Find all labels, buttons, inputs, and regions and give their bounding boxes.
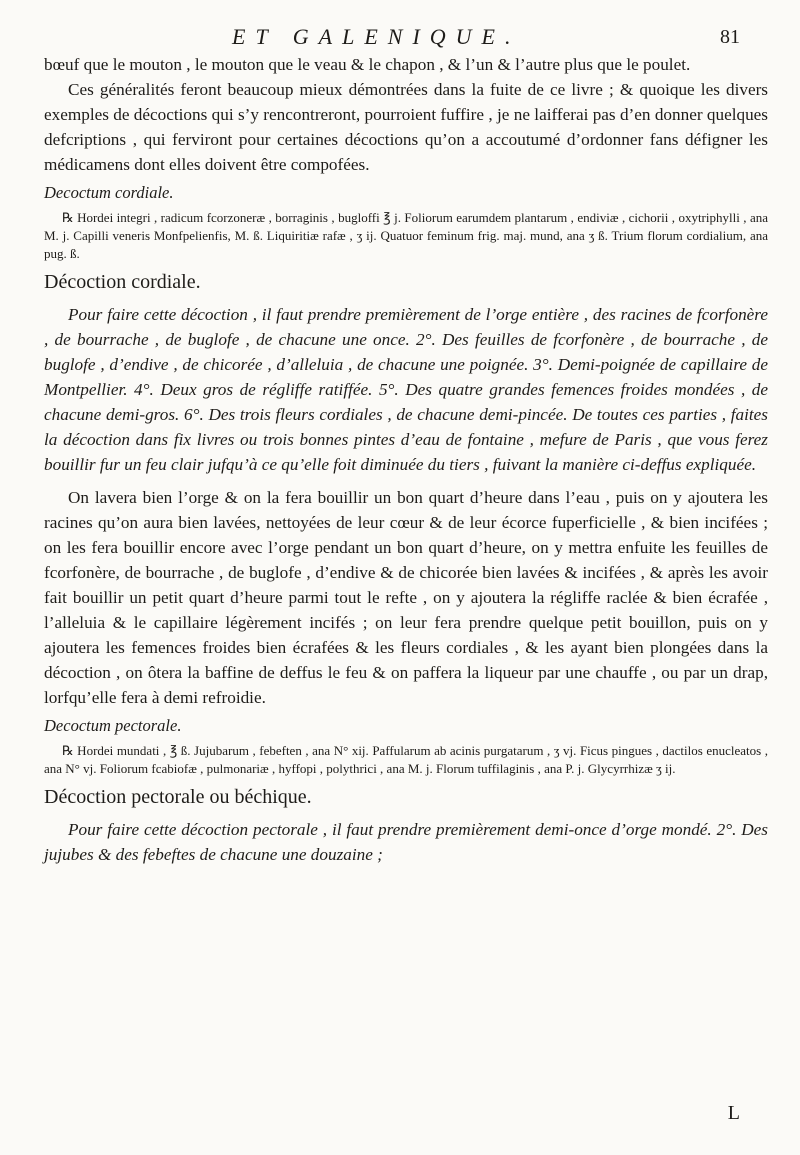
section-heading-pectorale: Décoction pectorale ou béchique. xyxy=(44,786,312,808)
spacer xyxy=(44,477,768,485)
signature-mark: L xyxy=(727,1102,740,1124)
instructions-cordiale: Pour faire cette décoction , il faut prendre premièrement de l’orge entière , des racines de fcorfonère , de bourrache , de buglofe , de chacune une once. 2°. Des feuilles de fcorfonère , de bourrache , de buglofe , d’endive , de chicorée , d’alleluia , de chacune une poignée. 3°. Demi-poignée de capillaire de Montpellier. 4°. Deux gros de régliffe ratiffée. 5°. Des quatre grandes femences froides mondées , de chacune demi-gros. 6°. Des trois fleurs cordiales , de chacune demi-pincée. De toutes ces parties , faites la décoction dans fix livres ou trois bonnes pintes d’eau de fontaine , mefure de Paris , que vous ferez bouillir fur un feu clair jufqu’à ce qu’elle foit diminuée du tiers , fuivant la manière ci-deffus expliquée. xyxy=(44,305,768,474)
paragraph-3: On lavera bien l’orge & on la fera bouillir un bon quart d’heure dans l’eau , puis on y ajoutera les racines qu’on aura bien lavées, nettoyées de leur cœur & de leur écorce fuperficielle , & bien incifées ; on les fera bouillir encore avec l’orge pendant un bon quart d’heure, on y mettra enfuite les feuilles de fcorfonère, de bourrache , de buglofe , d’endive & de chicorée bien lavées & incifées , & après les avoir fait bouillir un petit quart d’heure parmi tout le refte , on y ajoutera la régliffe raclée & bien écrafée , l’alleluia & le capillaire légèrement incifés ; on leur fera prendre quelque petit bouillon, puis on y ajoutera les femences froides bien écrafées & les fleurs cordiales , & les ayant bien plongées dans la décoction , on ôtera la baffine de deffus le feu & on paffera la liqueur par une chauffe , ou par un drap, lorfqu’elle fera à demi refroidie. xyxy=(44,488,768,707)
running-head: ET GALENIQUE. xyxy=(232,24,521,49)
paragraph-2: Ces généralités feront beaucoup mieux démontrées dans la fuite de ce livre ; & quoique les divers exemples de décoctions qui s’y rencontreront, pourroient fuffire , je ne laifferai pas d’en donner quelques defcriptions , qui ferviront pour certaines décoctions qu’on a accoutumé d’ordonner fans défigner les médicamens dont elles doivent être compofées. xyxy=(44,80,768,174)
paragraph-1: bœuf que le mouton , le mouton que le veau & le chapon , & l’un & l’autre plus que le poulet. xyxy=(44,55,691,74)
instructions-pectorale: Pour faire cette décoction pectorale , il faut prendre premièrement demi-once d’orge mondé. 2°. Des jujubes & des febeftes de chacune une douzaine ; xyxy=(44,820,768,864)
recipe-formula-cordiale: ℞ Hordei integri , radicum fcorzoneræ , borraginis , bugloffi ℥ j. Foliorum earumdem plantarum , endiviæ , cichorii , oxytriphylli , ana M. j. Capilli veneris Monfpelienfis, M. ß. Liquiritiæ rafæ , ʒ ij. Quatuor feminum frig. maj. mund, ana ʒ ß. Trium florum cordialium, ana pug. ß. xyxy=(44,210,768,261)
recipe-title-cordiale: Decoctum cordiale. xyxy=(44,183,174,202)
page-number: 81 xyxy=(720,26,740,48)
section-heading-cordiale: Décoction cordiale. xyxy=(44,271,201,293)
page-body xyxy=(44,52,768,867)
recipe-formula-pectorale: ℞ Hordei mundati , ℥ ß. Jujubarum , febeften , ana N° xij. Paffularum ab acinis purgatarum , ʒ vj. Ficus pingues , dactilos enucleatos , ana N° vj. Foliorum fcabiofæ , pulmonariæ , hyffopi , polythrici , ana M. j. Florum tuffilaginis , ana P. j. Glycyrrhizæ ʒ ij. xyxy=(44,743,768,776)
recipe-title-pectorale: Decoctum pectorale. xyxy=(44,716,182,735)
